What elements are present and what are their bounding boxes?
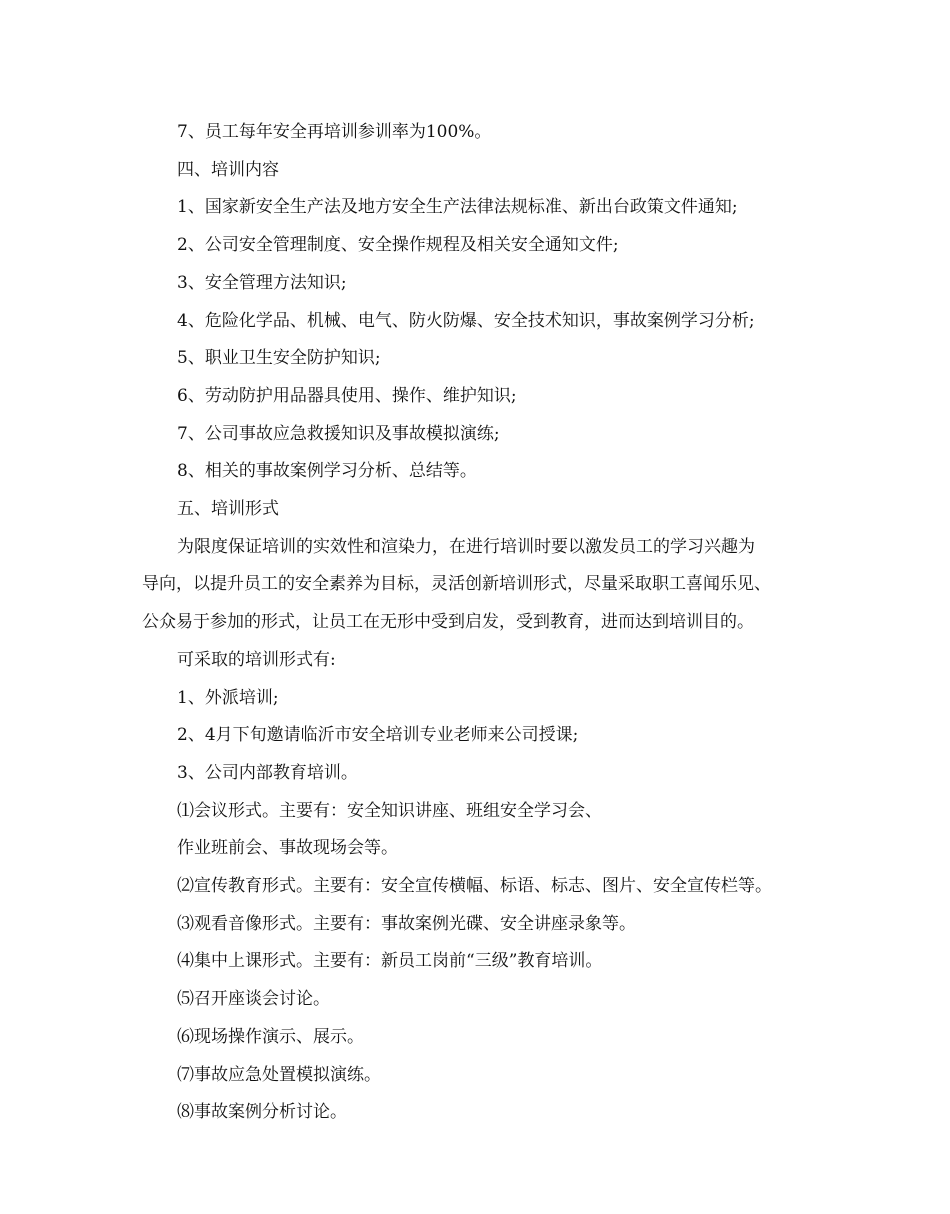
- text-line: 3、公司内部教育培训。: [177, 762, 358, 783]
- text-line: ⑷集中上课形式。主要有：新员工岗前“三级”教育培训。: [177, 951, 603, 972]
- section-heading: 四、培训内容: [177, 159, 279, 180]
- text-line: 8、相关的事故案例学习分析、总结等。: [177, 461, 477, 482]
- section-heading: 五、培训形式: [177, 499, 279, 520]
- text-line: 5、职业卫生安全防护知识;: [177, 348, 381, 369]
- text-line: 2、4月下旬邀请临沂市安全培训专业老师来公司授课;: [177, 725, 579, 746]
- text-line: ⑺事故应急处置模拟演练。: [177, 1064, 381, 1085]
- text-line: 1、外派培训;: [177, 687, 279, 708]
- text-line: 7、员工每年安全再培训参训率为100%。: [177, 122, 492, 142]
- text-line: ⑶观看音像形式。主要有：事故案例光碟、安全讲座录象等。: [177, 913, 636, 934]
- text-line: 1、国家新安全生产法及地方安全生产法律法规标准、新出台政策文件通知;: [177, 197, 738, 218]
- paragraph-line: 为限度保证培训的实效性和渲染力，在进行培训时要以激发员工的学习兴趣为: [177, 536, 755, 557]
- text-line: ⑴会议形式。主要有：安全知识讲座、班组安全学习会、: [177, 800, 602, 821]
- paragraph-line: 导向，以提升员工的安全素养为目标，灵活创新培训形式，尽量采取职工喜闻乐见、: [142, 574, 771, 595]
- text-line: ⑹现场操作演示、展示。: [177, 1026, 364, 1047]
- text-line: 4、危险化学品、机械、电气、防火防爆、安全技术知识，事故案例学习分析;: [177, 310, 755, 331]
- paragraph-line: 公众易于参加的形式，让员工在无形中受到启发，受到教育，进而达到培训目的。: [142, 612, 754, 633]
- text-line: ⑸召开座谈会讨论。: [177, 989, 330, 1010]
- text-line: 2、公司安全管理制度、安全操作规程及相关安全通知文件;: [177, 235, 619, 256]
- text-line: 6、劳动防护用品器具使用、操作、维护知识;: [177, 385, 517, 406]
- text-line: 可采取的培训形式有:: [177, 649, 336, 670]
- document-body: [142, 114, 810, 1132]
- text-line: 7、公司事故应急救援知识及事故模拟演练;: [177, 423, 500, 444]
- text-line: 3、安全管理方法知识;: [177, 272, 347, 293]
- text-line: ⑵宣传教育形式。主要有：安全宣传横幅、标语、标志、图片、安全宣传栏等。: [177, 876, 772, 897]
- text-line: ⑻事故案例分析讨论。: [177, 1102, 347, 1123]
- text-line: 作业班前会、事故现场会等。: [177, 838, 398, 859]
